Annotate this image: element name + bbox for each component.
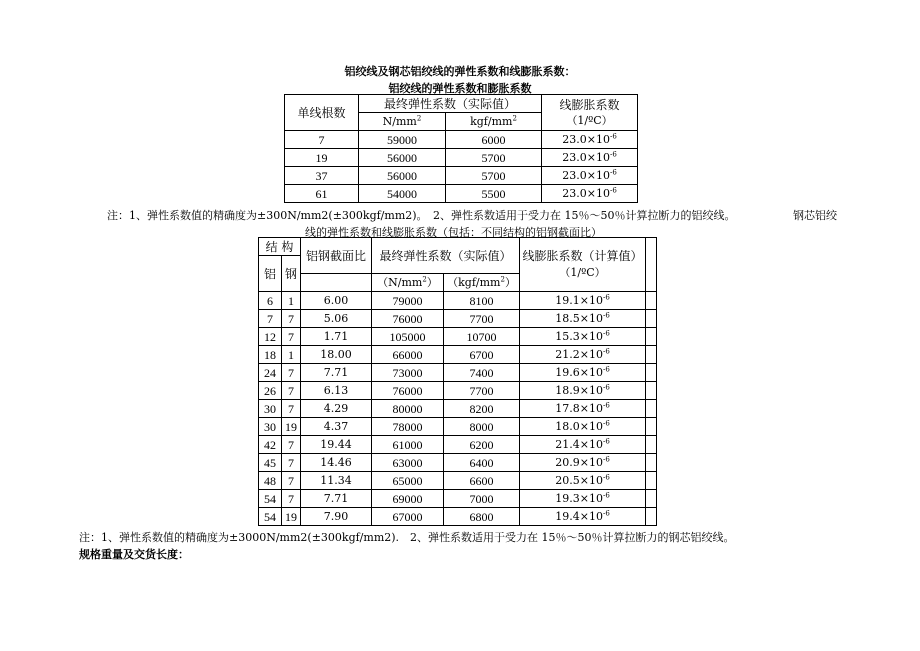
expansion-exp: -6 bbox=[602, 491, 610, 500]
cell-aluminum: 12 bbox=[259, 328, 282, 346]
table-row bbox=[285, 167, 638, 185]
cell-n-mm2: 73000 bbox=[372, 364, 444, 382]
table-row bbox=[259, 328, 657, 346]
cell-aluminum: 30 bbox=[259, 418, 282, 436]
cell-expansion bbox=[520, 382, 646, 400]
expansion-base: 23.0×10 bbox=[562, 133, 610, 146]
cell-expansion bbox=[520, 328, 646, 346]
cell-n-mm2: 56000 bbox=[359, 149, 446, 167]
expansion-base: 20.5×10 bbox=[555, 474, 603, 487]
cell-steel: 1 bbox=[282, 292, 301, 310]
unit-exp: 2 bbox=[422, 275, 427, 284]
table2-steel-reinforced-strand bbox=[258, 237, 657, 526]
extra-cell bbox=[646, 490, 657, 508]
extra-cell bbox=[646, 382, 657, 400]
header-expansion: 线膨胀系数（计算值） bbox=[522, 249, 643, 264]
cell-steel: 7 bbox=[282, 490, 301, 508]
table-row bbox=[259, 508, 657, 526]
cell-kgf-mm2: 6400 bbox=[444, 454, 520, 472]
extra-cell bbox=[646, 310, 657, 328]
cell-kgf-mm2: 8200 bbox=[444, 400, 520, 418]
cell-n-mm2: 63000 bbox=[372, 454, 444, 472]
cell-steel: 7 bbox=[282, 310, 301, 328]
table-row bbox=[259, 490, 657, 508]
note2: 注：1、弹性系数值的精确度为±3000N/mm2(±300kgf/mm2). 2、弹性系数适用于受力在 15％～50％计算拉断力的钢芯铝绞线。 bbox=[79, 531, 735, 544]
expansion-base: 18.0×10 bbox=[555, 420, 603, 433]
cell-kgf-mm2: 8000 bbox=[444, 418, 520, 436]
expansion-base: 23.0×10 bbox=[562, 151, 610, 164]
expansion-exp: -6 bbox=[609, 168, 617, 177]
expansion-exp: -6 bbox=[609, 132, 617, 141]
table-row bbox=[259, 382, 657, 400]
expansion-base: 19.1×10 bbox=[555, 294, 603, 307]
expansion-base: 19.6×10 bbox=[555, 366, 603, 379]
header-strand-count: 单线根数 bbox=[285, 95, 359, 131]
table-row bbox=[259, 418, 657, 436]
expansion-exp: -6 bbox=[602, 473, 610, 482]
table1-caption: 铝绞线的弹性系数和膨胀系数 bbox=[388, 82, 532, 95]
cell-n-mm2: 78000 bbox=[372, 418, 444, 436]
cell-kgf-mm2: 7000 bbox=[444, 490, 520, 508]
cell-kgf-mm2: 10700 bbox=[444, 328, 520, 346]
cell-ratio: 7.71 bbox=[301, 364, 372, 382]
cell-n-mm2: 76000 bbox=[372, 382, 444, 400]
cell-n-mm2: 80000 bbox=[372, 400, 444, 418]
cell-expansion bbox=[520, 454, 646, 472]
expansion-exp: -6 bbox=[609, 186, 617, 195]
cell-aluminum: 54 bbox=[259, 490, 282, 508]
expansion-exp: -6 bbox=[602, 437, 610, 446]
expansion-base: 18.9×10 bbox=[555, 384, 603, 397]
extra-cell bbox=[646, 436, 657, 454]
header-expansion-unit: （1/ºC） bbox=[566, 113, 613, 127]
cell-n-mm2: 105000 bbox=[372, 328, 444, 346]
note1-tail: 钢芯铝绞 bbox=[793, 209, 837, 222]
header-final-modulus: 最终弹性系数（实际值） bbox=[372, 238, 520, 274]
cell-kgf-mm2: 8100 bbox=[444, 292, 520, 310]
cell-kgf-mm2: 6200 bbox=[444, 436, 520, 454]
cell-kgf-mm2: 5500 bbox=[446, 185, 542, 203]
cell-expansion bbox=[520, 400, 646, 418]
unit-n-text: N/mm bbox=[382, 115, 417, 128]
cell-expansion bbox=[520, 310, 646, 328]
cell-ratio: 19.44 bbox=[301, 436, 372, 454]
cell-steel: 1 bbox=[282, 346, 301, 364]
cell-kgf-mm2: 7400 bbox=[444, 364, 520, 382]
cell-expansion bbox=[520, 364, 646, 382]
cell-aluminum: 7 bbox=[259, 310, 282, 328]
table2-caption: 线的弹性系数和线膨胀系数（包括：不同结构的铝钢截面比） bbox=[305, 226, 602, 239]
expansion-exp: -6 bbox=[602, 311, 610, 320]
expansion-base: 19.4×10 bbox=[555, 510, 603, 523]
header-ratio: 铝钢截面比 bbox=[301, 238, 372, 274]
cell-steel: 7 bbox=[282, 400, 301, 418]
expansion-base: 21.2×10 bbox=[555, 348, 603, 361]
table1-aluminum-strand bbox=[284, 94, 638, 203]
section-heading: 规格重量及交货长度： bbox=[79, 548, 189, 561]
table-row bbox=[285, 185, 638, 203]
cell-steel: 19 bbox=[282, 508, 301, 526]
expansion-base: 20.9×10 bbox=[555, 456, 603, 469]
cell-n-mm2: 79000 bbox=[372, 292, 444, 310]
header-structure: 结 构 bbox=[259, 238, 301, 256]
unit-kgf-text: kgf/mm bbox=[470, 115, 513, 128]
cell-expansion bbox=[542, 185, 638, 203]
cell-aluminum: 24 bbox=[259, 364, 282, 382]
cell-n-mm2: 61000 bbox=[372, 436, 444, 454]
cell-expansion bbox=[542, 167, 638, 185]
expansion-base: 17.8×10 bbox=[555, 402, 603, 415]
expansion-exp: -6 bbox=[602, 401, 610, 410]
cell-aluminum: 18 bbox=[259, 346, 282, 364]
unit-exp: 2 bbox=[416, 114, 422, 123]
table-row bbox=[285, 149, 638, 167]
header-unit-n-mm2 bbox=[372, 274, 444, 292]
expansion-exp: -6 bbox=[602, 383, 610, 392]
table-row bbox=[259, 454, 657, 472]
header-expansion-unit: （1/ºC） bbox=[559, 266, 606, 280]
header-final-modulus: 最终弹性系数（实际值） bbox=[359, 95, 542, 113]
cell-steel: 19 bbox=[282, 418, 301, 436]
cell-kgf-mm2: 5700 bbox=[446, 167, 542, 185]
cell-n-mm2: 67000 bbox=[372, 508, 444, 526]
cell-n-mm2: 59000 bbox=[359, 131, 446, 149]
table-row bbox=[259, 346, 657, 364]
unit-kgf-text: （kgf/mm bbox=[447, 276, 501, 289]
extra-cell bbox=[646, 364, 657, 382]
expansion-base: 21.4×10 bbox=[555, 438, 603, 451]
cell-kgf-mm2: 7700 bbox=[444, 382, 520, 400]
expansion-base: 23.0×10 bbox=[562, 169, 610, 182]
header-expansion-cell bbox=[542, 95, 638, 131]
extra-cell bbox=[646, 508, 657, 526]
header-unit-kgf-mm2 bbox=[446, 113, 542, 131]
expansion-exp: -6 bbox=[602, 293, 610, 302]
cell-kgf-mm2: 7700 bbox=[444, 310, 520, 328]
cell-aluminum: 42 bbox=[259, 436, 282, 454]
unit-close: ） bbox=[426, 276, 438, 289]
cell-ratio: 6.13 bbox=[301, 382, 372, 400]
cell-expansion bbox=[520, 418, 646, 436]
cell-expansion bbox=[542, 131, 638, 149]
cell-strands: 37 bbox=[285, 167, 359, 185]
cell-n-mm2: 65000 bbox=[372, 472, 444, 490]
cell-ratio: 11.34 bbox=[301, 472, 372, 490]
header-expansion-cell bbox=[520, 238, 646, 292]
expansion-base: 23.0×10 bbox=[562, 187, 610, 200]
cell-steel: 7 bbox=[282, 382, 301, 400]
cell-expansion bbox=[520, 346, 646, 364]
cell-aluminum: 30 bbox=[259, 400, 282, 418]
table-row bbox=[259, 364, 657, 382]
cell-n-mm2: 54000 bbox=[359, 185, 446, 203]
unit-n-text: （N/mm bbox=[377, 276, 423, 289]
note1: 注：1、弹性系数值的精确度为±300N/mm2(±300kgf/mm2)。 2、弹性系数适用于受力在 15％～50％计算拉断力的铝绞线。 bbox=[107, 209, 736, 222]
cell-steel: 7 bbox=[282, 364, 301, 382]
table-row bbox=[259, 472, 657, 490]
extra-cell bbox=[646, 292, 657, 310]
cell-aluminum: 48 bbox=[259, 472, 282, 490]
cell-expansion bbox=[542, 149, 638, 167]
header-unit-kgf-mm2 bbox=[444, 274, 520, 292]
cell-aluminum: 54 bbox=[259, 508, 282, 526]
cell-n-mm2: 76000 bbox=[372, 310, 444, 328]
extra-cell bbox=[646, 454, 657, 472]
cell-steel: 7 bbox=[282, 436, 301, 454]
header-unit-n-mm2 bbox=[359, 113, 446, 131]
cell-expansion bbox=[520, 436, 646, 454]
expansion-base: 19.3×10 bbox=[555, 492, 603, 505]
expansion-exp: -6 bbox=[602, 509, 610, 518]
table-row bbox=[259, 292, 657, 310]
cell-n-mm2: 66000 bbox=[372, 346, 444, 364]
extra-cell bbox=[646, 400, 657, 418]
cell-expansion bbox=[520, 472, 646, 490]
extra-cell bbox=[646, 472, 657, 490]
cell-strands: 19 bbox=[285, 149, 359, 167]
cell-expansion bbox=[520, 508, 646, 526]
expansion-exp: -6 bbox=[602, 419, 610, 428]
expansion-base: 15.3×10 bbox=[555, 330, 603, 343]
document-title: 铝绞线及钢芯铝绞线的弹性系数和线膨胀系数： bbox=[344, 65, 576, 78]
cell-ratio: 7.71 bbox=[301, 490, 372, 508]
cell-n-mm2: 69000 bbox=[372, 490, 444, 508]
cell-steel: 7 bbox=[282, 472, 301, 490]
header-expansion: 线膨胀系数 bbox=[559, 97, 620, 112]
cell-ratio: 4.37 bbox=[301, 418, 372, 436]
cell-strands: 61 bbox=[285, 185, 359, 203]
extra-column bbox=[646, 238, 657, 292]
unit-exp: 2 bbox=[512, 114, 517, 123]
table-row bbox=[259, 400, 657, 418]
cell-aluminum: 6 bbox=[259, 292, 282, 310]
cell-ratio: 7.90 bbox=[301, 508, 372, 526]
cell-expansion bbox=[520, 490, 646, 508]
cell-kgf-mm2: 5700 bbox=[446, 149, 542, 167]
cell-strands: 7 bbox=[285, 131, 359, 149]
unit-exp: 2 bbox=[500, 275, 505, 284]
table2-body bbox=[259, 292, 657, 526]
table-row bbox=[259, 436, 657, 454]
cell-steel: 7 bbox=[282, 328, 301, 346]
expansion-exp: -6 bbox=[609, 150, 617, 159]
ratio-header-blank bbox=[301, 274, 372, 292]
cell-expansion bbox=[520, 292, 646, 310]
cell-steel: 7 bbox=[282, 454, 301, 472]
cell-ratio: 4.29 bbox=[301, 400, 372, 418]
header-steel: 钢 bbox=[282, 256, 301, 292]
expansion-exp: -6 bbox=[602, 455, 610, 464]
header-aluminum: 铝 bbox=[259, 256, 282, 292]
cell-ratio: 1.71 bbox=[301, 328, 372, 346]
expansion-exp: -6 bbox=[602, 329, 610, 338]
table-row bbox=[259, 310, 657, 328]
extra-cell bbox=[646, 328, 657, 346]
cell-kgf-mm2: 6700 bbox=[444, 346, 520, 364]
unit-close: ） bbox=[504, 276, 516, 289]
extra-cell bbox=[646, 346, 657, 364]
cell-ratio: 18.00 bbox=[301, 346, 372, 364]
expansion-exp: -6 bbox=[602, 347, 610, 356]
cell-kgf-mm2: 6000 bbox=[446, 131, 542, 149]
extra-cell bbox=[646, 418, 657, 436]
expansion-base: 18.5×10 bbox=[555, 312, 603, 325]
cell-ratio: 6.00 bbox=[301, 292, 372, 310]
cell-aluminum: 45 bbox=[259, 454, 282, 472]
cell-kgf-mm2: 6800 bbox=[444, 508, 520, 526]
cell-n-mm2: 56000 bbox=[359, 167, 446, 185]
table-row bbox=[285, 131, 638, 149]
cell-ratio: 5.06 bbox=[301, 310, 372, 328]
expansion-exp: -6 bbox=[602, 365, 610, 374]
cell-aluminum: 26 bbox=[259, 382, 282, 400]
cell-ratio: 14.46 bbox=[301, 454, 372, 472]
cell-kgf-mm2: 6600 bbox=[444, 472, 520, 490]
